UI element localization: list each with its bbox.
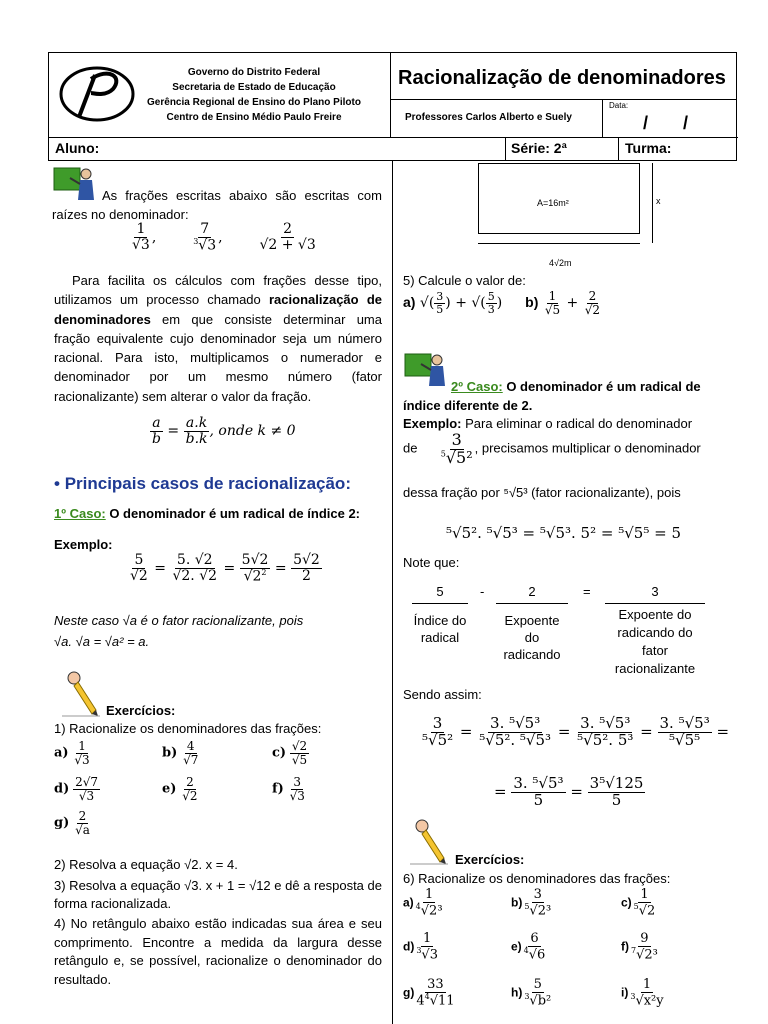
inst-line: Centro de Ensino Médio Paulo Freire — [166, 112, 342, 123]
case-2: 2º Caso: O denominador é um radical de índice diferente de 2. — [403, 379, 701, 413]
pencil-icon — [60, 670, 104, 718]
example-2-intro: Exemplo: Para eliminar o radical do denominador — [403, 416, 693, 431]
date-field: / / — [643, 113, 689, 133]
grade-label: Série: 2ª — [511, 140, 567, 156]
note-label: Note que: — [403, 555, 460, 570]
column-divider — [392, 161, 393, 1024]
exercise-6: 6) Racionalize os denominadores das frações: — [403, 871, 671, 886]
sendo-label: Sendo assim: — [403, 687, 482, 702]
exercise-5-items: a) √( $\frac{3}{5}$ ) + √( $\frac{5}{3}$ ) b) $\frac{1}{√5}$ + $\frac{2}{√2}$ — [403, 289, 601, 317]
exercise-5: 5) Calcule o valor de: — [403, 273, 526, 288]
exercise-1-items: a) $\frac{1}{√3}$ b) $\frac{4}{√7}$ c) $\frac{√2}{√5}$ d) $\frac{2√7}{√3}$ e) $\frac{2}{√2}$ f) $\frac{3}{√3}$ g) $\frac{2}{√a}$ — [54, 739, 308, 837]
definition-formula: $\frac{a}{b}$ = $\frac{a.k}{b.k}$ , onde k ≠ 0 — [152, 415, 296, 447]
section-title: • Principais casos de racionalização: — [54, 474, 351, 493]
rect-width-label: x — [656, 196, 661, 206]
rectangle-figure — [478, 163, 640, 234]
institution-block — [139, 65, 369, 125]
exercise-6-items: a) $\frac{1}{^4√2^3}$ b) $\frac{3}{^5√2^3}$ c) $\frac{1}{^5√2}$ d) $\frac{1}{^3√3}$ e) $\frac{6}{^4√6}$ f) $\frac{9}{^7√2^3}$ g) $\frac{33}{4^4√11}$ h) $\frac{5}{^3√b^2}$ i) $\frac{1}{^3√x^2y}$ — [403, 887, 664, 1008]
inst-line: Governo do Distrito Federal — [187, 67, 321, 78]
page-title: Racionalização de denominadores — [398, 67, 726, 89]
exercises-label: Exercícios: — [106, 703, 176, 718]
note-value-index: 5 Índice do radical — [413, 584, 467, 645]
inst-line: Gerência Regional de Ensino do Plano Piloto — [147, 97, 361, 108]
intro-text: As frações escritas abaixo são escritas com raízes no denominador: — [52, 188, 382, 222]
case-1: 1º Caso: O denominador é um radical de índice 2: — [54, 506, 360, 521]
example-2-identity: ⁵√5². ⁵√5³ = ⁵√5³. 5² = ⁵√5⁵ = 5 — [446, 524, 681, 542]
class-label: Turma: — [625, 140, 672, 156]
exercise-4: 4) No retângulo abaixo estão indicadas sua área e seu comprimento. Encontre a medida da largura desse retângulo e, se possível, racionalize o denominador do resultado. — [54, 916, 382, 987]
teachers: Professores Carlos Alberto e Suely — [405, 112, 572, 123]
example-1-derivation: $\frac{5}{√2}$ = $\frac{5. √2}{√2. √2}$ = $\frac{5√2}{√2^2}$ = $\frac{5√2}{2}$ — [130, 552, 320, 585]
note-value-exponent: 2 Expoente do radicando — [496, 584, 568, 663]
example-2-line-2: dessa fração por ⁵√5³ (fator racionalizante), pois — [403, 485, 681, 500]
exercise-1: 1) Racionalize os denominadores das frações: — [54, 721, 322, 736]
school-logo-icon — [57, 63, 137, 125]
paragraph-1: Para facilita os cálculos com frações desse tipo, utilizamos um processo chamado racionalização de denominadores em que consiste determinar uma fração equivalente cujo denominador seja um número racional. Para isto, multiplicamos o numerador e denominador por um mesmo número (fator racionalizante) sem alterar o valor da fração. — [54, 273, 382, 404]
example-2-line: de $\frac{3}{^5√5^2}$ , precisamos multiplicar o denominador — [403, 430, 701, 467]
example-2-derivation-2: = $\frac{\text{3. ⁵√5³}}{5}$ = $\frac{\text{3⁵√125}}{5}$ — [494, 774, 644, 809]
date-label: Data: — [609, 101, 629, 110]
inst-line: Secretaria de Estado de Educação — [172, 82, 336, 93]
rect-area-label: A=16m² — [537, 198, 569, 208]
example-label: Exemplo: — [54, 537, 113, 552]
note-minus: - — [480, 584, 485, 599]
pencil-icon — [408, 818, 452, 866]
case-1-note: Neste caso √a é o fator racionalizante, pois √a. √a = √a² = a. — [54, 613, 304, 649]
header-table — [48, 52, 737, 161]
note-equals: = — [583, 584, 591, 599]
exercise-3: 3) Resolva a equação √3. x + 1 = √12 e dê a resposta de forma racionalizada. — [54, 878, 382, 911]
example-2-derivation-1: $\frac{3}{\text{⁵√5²}}$ = $\frac{\text{3. ⁵√5³}}{\text{⁵√5². ⁵√5³}}$ = $\frac{\text{3. ⁵√5³}}{\text{⁵√5². 5³}}$ = $\frac{\text{3. ⁵√5³}}{\text{⁵√5⁵}}$ = — [422, 714, 730, 749]
exercises-label-2: Exercícios: — [455, 852, 525, 867]
example-fractions: $\frac{1}{√3}$ , $\frac{7}{^3√3}$ , $\frac{2}{√2 + √3}$ — [132, 221, 316, 254]
exercise-2: 2) Resolva a equação √2. x = 4. — [54, 857, 238, 872]
rect-length-label: 4√2m — [549, 258, 572, 268]
note-value-factor: 3 Expoente do radicando do fator racionalizante — [605, 584, 705, 678]
student-label: Aluno: — [55, 140, 100, 156]
